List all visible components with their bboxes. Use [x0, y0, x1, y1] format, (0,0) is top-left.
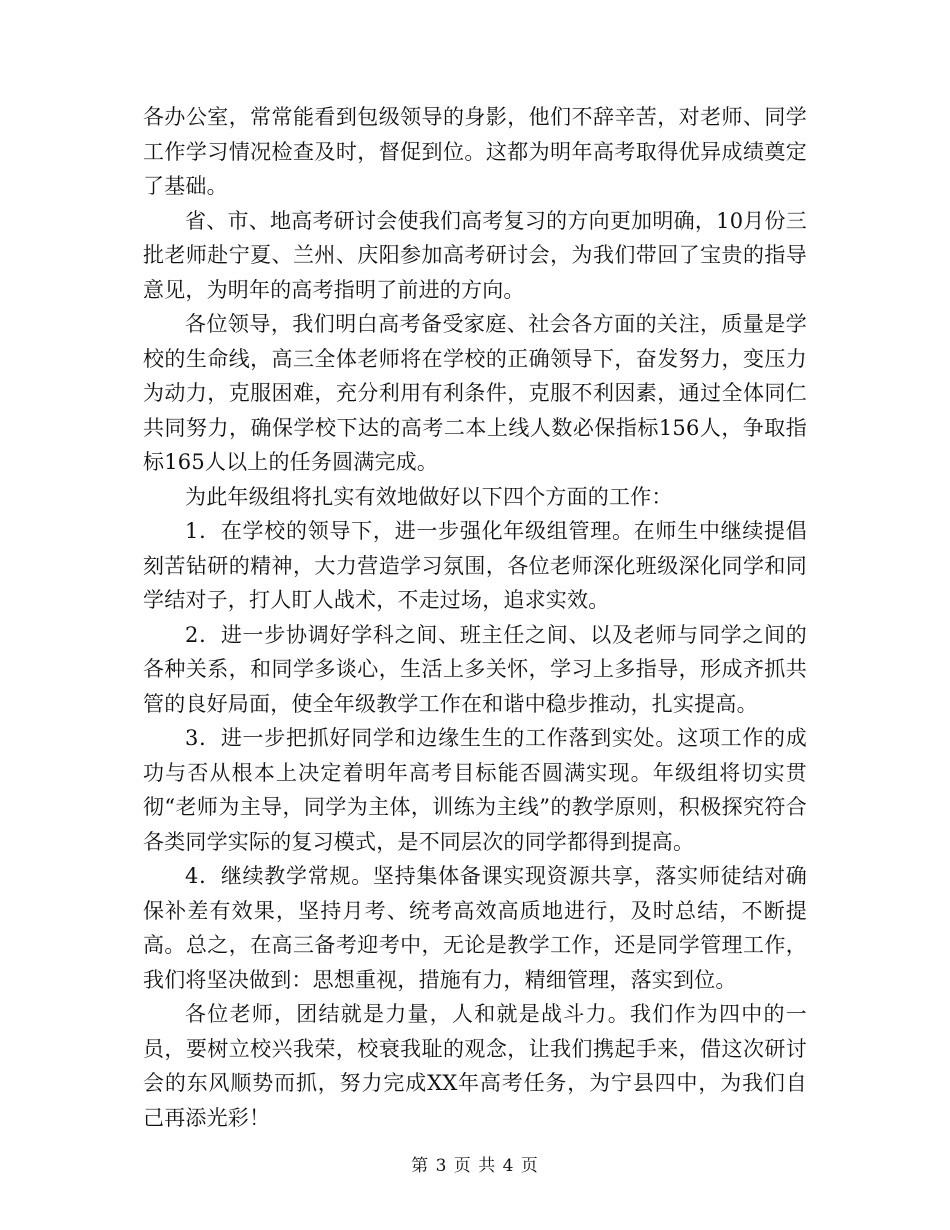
paragraph-item-2: 2．进一步协调好学科之间、班主任之间、以及老师与同学之间的各种关系，和同学多谈心，生活上多关怀，学习上多指导，形成齐抓共管的良好局面，使全年级教学工作在和谐中稳步推动，扎实提高。 [143, 622, 807, 716]
page-footer: 第 3 页 共 4 页 [411, 1156, 539, 1176]
paragraph-commitment: 各位领导，我们明白高考备受家庭、社会各方面的关注，质量是学校的生命线，高三全体老师将在学校的正确领导下，奋发努力，变压力为动力，克服困难，充分利用有利条件，克服不利因素，通过全体同仁共同努力，确保学校下达的高考二本上线人数必保指标156人，争取指标165人以上的任务圆满完成。 [143, 312, 807, 474]
paragraph-item-1: 1．在学校的领导下，进一步强化年级组管理。在师生中继续提倡刻苦钻研的精神，大力营造学习氛围，各位老师深化班级深化同学和同学结对子，打人盯人战术，不走过场，追求实效。 [143, 519, 807, 612]
paragraph-item-4: 4．继续教学常规。坚持集体备课实现资源共享，落实师徒结对确保补差有效果，坚持月考、统考高效高质地进行，及时总结，不断提高。总之，在高三备考迎考中，无论是教学工作，还是同学管理工作，我们将坚决做到：思想重视，措施有力，精细管理，落实到位。 [143, 864, 807, 992]
paragraph-continuation: 各办公室，常常能看到包级领导的身影，他们不辞辛苦，对老师、同学工作学习情况检查及时，督促到位。这都为明年高考取得优异成绩奠定了基础。 [143, 105, 807, 198]
paragraph-closing: 各位老师，团结就是力量，人和就是战斗力。我们作为四中的一员，要树立校兴我荣，校衰我耻的观念，让我们携起手来，借这次研讨会的东风顺势而抓，努力完成XX年高考任务，为宁县四中，为我们自己再添光彩！ [143, 1002, 807, 1130]
document-body [143, 100, 807, 1135]
paragraph-item-3: 3．进一步把抓好同学和边缘生生的工作落到实处。这项工作的成功与否从根本上决定着明年高考目标能否圆满实现。年级组将切实贯彻“老师为主导，同学为主体，训练为主线”的教学原则，积极探究符合各类同学实际的复习模式，是不同层次的同学都得到提高。 [143, 726, 807, 854]
paragraph-seminar: 省、市、地高考研讨会使我们高考复习的方向更加明确，10月份三批老师赴宁夏、兰州、庆阳参加高考研讨会，为我们带回了宝贵的指导意见，为明年的高考指明了前进的方向。 [143, 208, 807, 302]
paragraph-work-intro: 为此年级组将扎实有效地做好以下四个方面的工作： [185, 484, 673, 509]
